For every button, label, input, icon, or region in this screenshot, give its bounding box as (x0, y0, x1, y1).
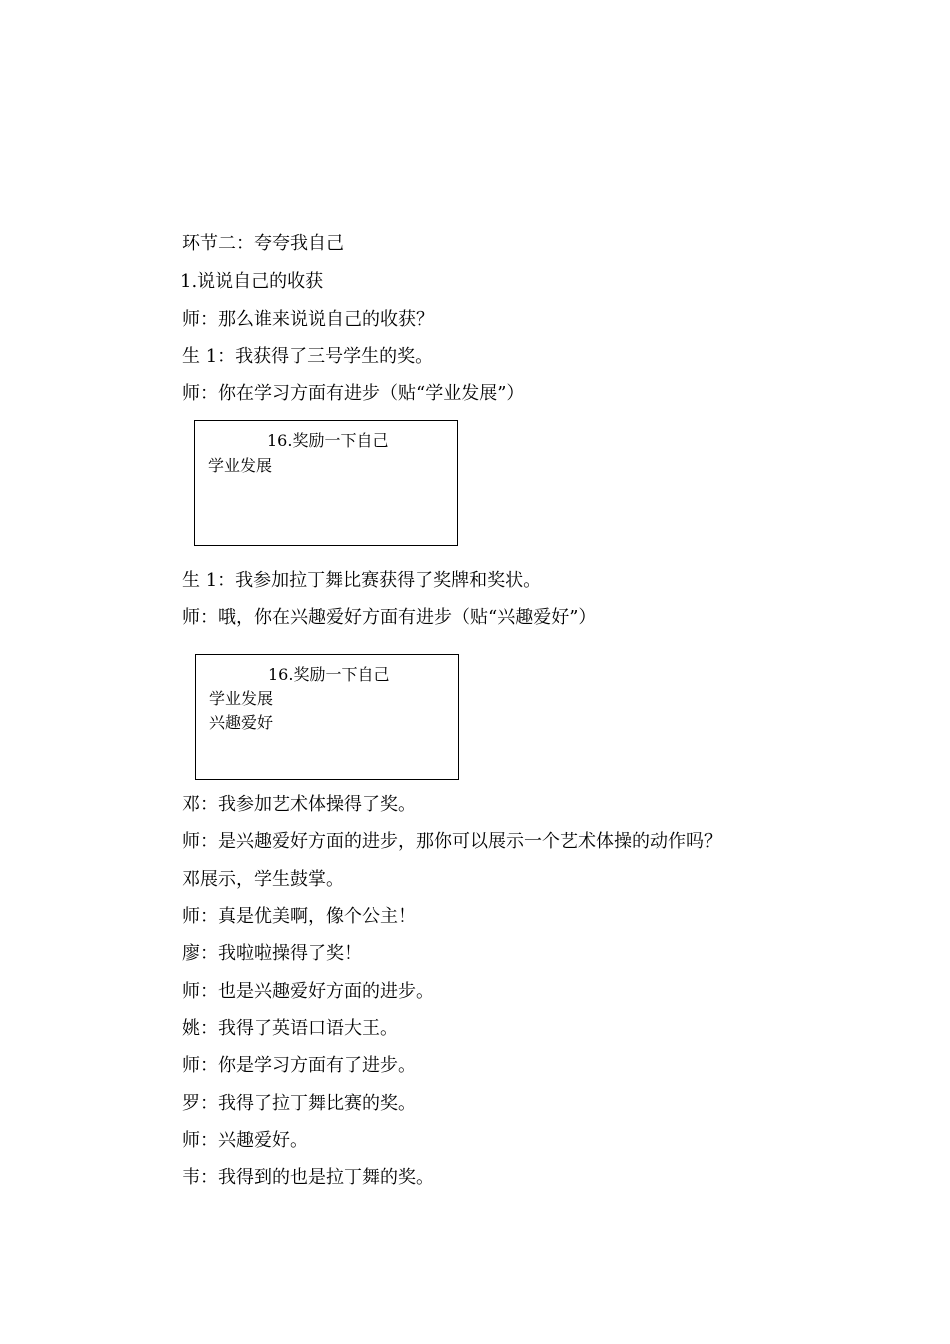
dialogue-line: 师：真是优美啊，像个公主！ (182, 906, 416, 927)
dialogue-line: 师：是兴趣爱好方面的进步，那你可以展示一个艺术体操的动作吗？ (182, 831, 722, 852)
dialogue-line: 生 1：我获得了三号学生的奖。 (182, 346, 434, 367)
dialogue-line: 姚：我得了英语口语大王。 (182, 1018, 398, 1039)
blackboard-item: 兴趣爱好 (209, 713, 274, 732)
dialogue-line: 邓：我参加艺术体操得了奖。 (182, 794, 416, 815)
blackboard-box (195, 654, 459, 780)
dialogue-line: 师：哦，你在兴趣爱好方面有进步（贴“兴趣爱好”） (182, 607, 597, 628)
dialogue-line: 师：你是学习方面有了进步。 (182, 1055, 416, 1076)
dialogue-line: 师：也是兴趣爱好方面的进步。 (182, 981, 434, 1002)
section-subheading: 1.说说自己的收获 (180, 271, 324, 292)
dialogue-line: 师：兴趣爱好。 (182, 1130, 308, 1151)
dialogue-line: 廖：我啦啦操得了奖！ (182, 943, 362, 964)
blackboard-box (194, 420, 458, 546)
blackboard-item: 学业发展 (209, 689, 274, 708)
dialogue-line: 师：你在学习方面有进步（贴“学业发展”） (182, 383, 525, 404)
section-heading: 环节二：夸夸我自己 (182, 233, 344, 254)
dialogue-line: 韦：我得到的也是拉丁舞的奖。 (182, 1167, 434, 1188)
dialogue-line: 生 1：我参加拉丁舞比赛获得了奖牌和奖状。 (182, 570, 542, 591)
blackboard-title: 16.奖励一下自己 (268, 665, 390, 684)
dialogue-line: 罗：我得了拉丁舞比赛的奖。 (182, 1093, 416, 1114)
blackboard-title: 16.奖励一下自己 (267, 431, 389, 450)
blackboard-item: 学业发展 (208, 456, 273, 475)
dialogue-line: 邓展示，学生鼓掌。 (182, 869, 344, 890)
dialogue-line: 师：那么谁来说说自己的收获？ (182, 309, 434, 330)
